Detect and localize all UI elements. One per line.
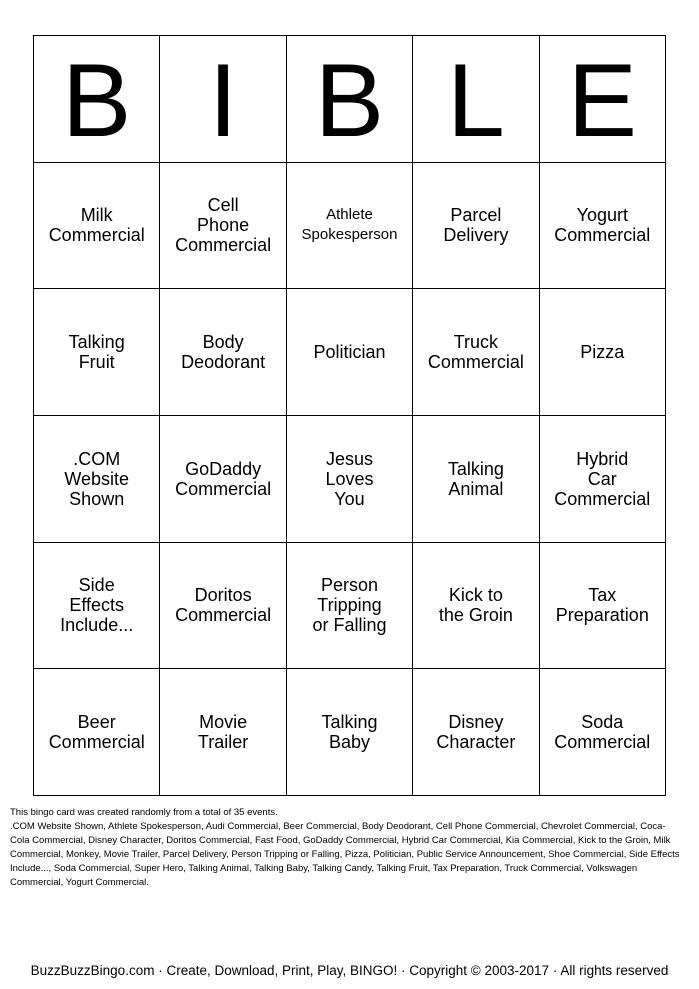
bingo-square [34,543,160,670]
bingo-square-text: Movie Trailer [197,712,249,753]
bingo-square-text: Milk Commercial [48,205,145,246]
bingo-square [287,543,413,670]
bingo-square-text: Parcel Delivery [443,205,509,246]
card-info-events: .COM Website Shown, Athlete Spokesperson, Audi Commercial, Beer Commercial, Body Deodorant, Cell Phone Commercial, Chevrolet Commercial, Coca-Cola Commercial, Disney Character, Doritos Commercial, Fast Food, GoDaddy Commercial, Hybrid Car Commercial, Kia Commercial, Kick to the Groin, Milk Commercial, Monkey, Movie Trailer, Parcel Delivery, Person Tripping or Falling, Pizza, Politician, Public Service Announcement, Shoe Commercial, Side Effects Include..., Soda Commercial, Super Hero, Talking Animal, Talking Baby, Talking Candy, Talking Fruit, Tax Preparation, Truck Commercial, Volkswagen Commercial, Yogurt Commercial. [10,821,680,888]
bingo-square [160,416,286,543]
bingo-square-text: Hybrid Car Commercial [554,448,651,509]
header-letter [160,36,286,163]
bingo-square-text: Kick to the Groin [438,585,513,626]
bingo-square-text: Yogurt Commercial [554,205,651,246]
bingo-square [413,163,539,290]
header-letter-text: L [446,42,505,159]
card-info [10,806,682,890]
bingo-square-text: Truck Commercial [427,332,524,373]
bingo-square-text: Side Effects Include... [60,575,134,636]
card-info-summary: This bingo card was created randomly from a total of 35 events. [10,807,278,818]
header-letter-text: I [208,42,238,159]
bingo-square [160,289,286,416]
header-letter-text: B [314,42,385,159]
bingo-square-text: Person Tripping or Falling [312,575,387,636]
bingo-square [287,416,413,543]
bingo-square [413,289,539,416]
bingo-square [287,163,413,290]
header-letter [413,36,539,163]
header-letter-text: B [62,42,132,159]
bingo-square [413,416,539,543]
bingo-square [34,416,160,543]
footer-credit: BuzzBuzzBingo.com · Create, Download, Print, Play, BINGO! · Copyright © 2003-2017 · All rights reserved [30,963,669,978]
bingo-square [34,289,160,416]
bingo-square-text: Soda Commercial [554,712,651,753]
bingo-square-text: Pizza [580,342,625,363]
bingo-square-text: .COM Website Shown [64,448,130,509]
bingo-square [540,543,666,670]
bingo-square [413,543,539,670]
bingo-square-text: Body Deodorant [181,332,266,373]
bingo-square-text: Politician [313,342,386,363]
bingo-square-text: Tax Preparation [555,585,649,626]
bingo-square [540,416,666,543]
bingo-square-text: Doritos Commercial [175,585,272,626]
bingo-square [287,669,413,796]
bingo-square-text: Talking Animal [447,458,504,499]
bingo-square-text: Disney Character [436,712,516,753]
header-letter [287,36,413,163]
bingo-square [540,289,666,416]
bingo-square [34,669,160,796]
header-letter-text: E [567,42,637,159]
bingo-square [160,163,286,290]
bingo-square-text: Jesus Loves You [325,448,374,509]
bingo-square [34,163,160,290]
bingo-square-text: Talking Fruit [68,332,125,373]
bingo-square [413,669,539,796]
bingo-square-text: Talking Baby [321,712,378,753]
bingo-square-text: Athlete Spokesperson [301,206,398,244]
header-letter [540,36,666,163]
bingo-square-text: GoDaddy Commercial [175,458,272,499]
bingo-square [160,543,286,670]
bingo-square [287,289,413,416]
bingo-square [540,163,666,290]
bingo-square [160,669,286,796]
header-letter [34,36,160,163]
bingo-square [540,669,666,796]
bingo-square-text: Cell Phone Commercial [175,195,272,256]
bingo-card [33,35,666,796]
bingo-square-text: Beer Commercial [48,712,145,753]
